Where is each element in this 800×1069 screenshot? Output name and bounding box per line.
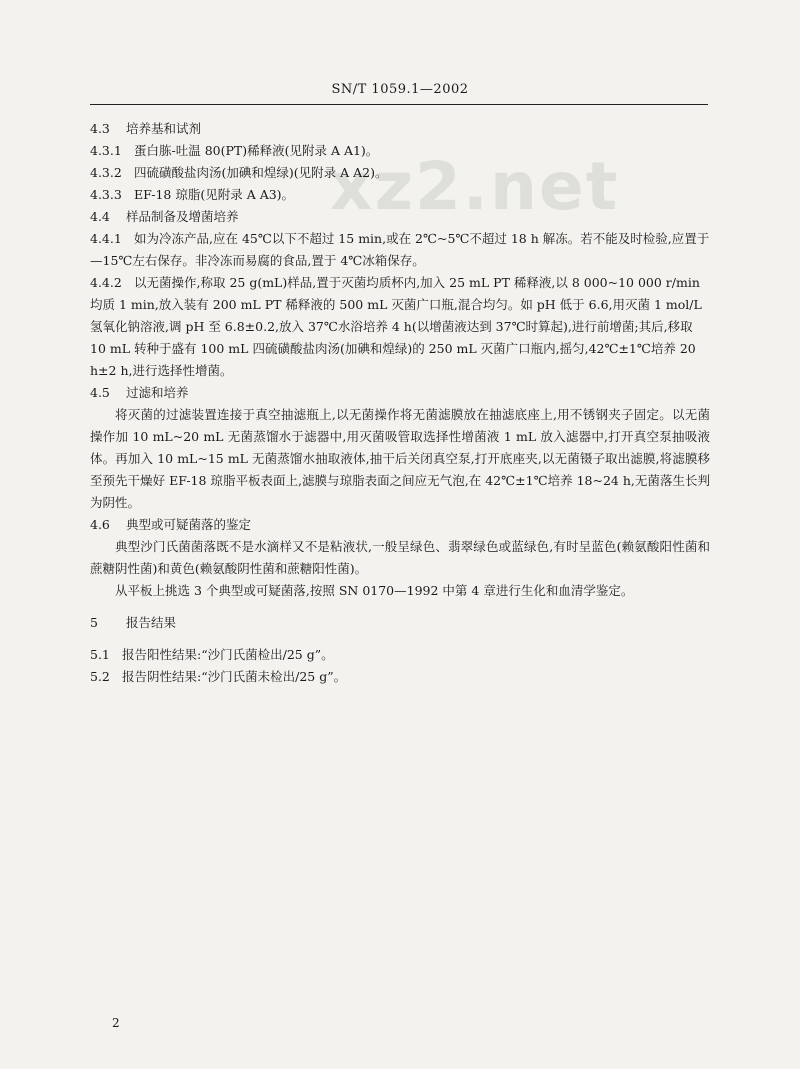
- section-title: 培养基和试剂: [125, 121, 201, 136]
- clause-5-1: [90, 644, 710, 666]
- clause-4-3-3: [90, 184, 710, 206]
- section-4-5-paragraph: 将灭菌的过滤装置连接于真空抽滤瓶上,以无菌操作将无菌滤膜放在抽滤底座上,用不锈钢夹子固定。以无菌操作加 10 mL~20 mL 无菌蒸馏水于滤器中,用灭菌吸管取选择性增菌液 1 mL 放入滤器中,打开真空泵抽吸液体。再加入 10 mL~15 mL 无菌蒸馏水抽取液体,抽干后关闭真空泵,打开底座夹,以无菌镊子取出滤膜,将滤膜移至预先干燥好 EF-18 琼脂平板表面上,滤膜与琼脂表面之间应无气泡,在 42℃±1℃培养 18~24 h,无菌落生长判为阴性。: [90, 407, 710, 510]
- section-4-5-heading: [90, 382, 710, 404]
- clause-text: 如为冷冻产品,应在 45℃以下不超过 15 min,或在 2℃~5℃不超过 18 h 解冻。若不能及时检验,应置于—15℃左右保存。非冷冻而易腐的食品,置于 4℃冰箱保存。: [90, 231, 710, 268]
- clause-text: 报告阳性结果:“沙门氏菌检出/25 g”。: [122, 647, 334, 662]
- section-title: 报告结果: [125, 615, 176, 630]
- standard-code-header: SN/T 1059.1—2002: [331, 82, 469, 97]
- clause-number: 4.3.2: [90, 165, 122, 180]
- clause-4-3-1: [90, 140, 710, 162]
- spacer: [90, 634, 710, 644]
- clause-number: 4.4.1: [90, 231, 122, 246]
- clause-5-2: [90, 666, 710, 688]
- section-4-6-paragraph-1: 典型沙门氏菌菌落既不是水滴样又不是粘液状,一般呈绿色、翡翠绿色或蓝绿色,有时呈蓝色(赖氨酸阳性菌和蔗糖阴性菌)和黄色(赖氨酸阴性菌和蔗糖阳性菌)。: [90, 539, 710, 576]
- clause-4-4-2: [90, 272, 710, 382]
- section-number: 4.6: [90, 517, 110, 532]
- section-4-6-paragraph-2: 从平板上挑选 3 个典型或可疑菌落,按照 SN 0170—1992 中第 4 章进行生化和血清学鉴定。: [115, 583, 634, 598]
- section-title: 样品制备及增菌培养: [125, 209, 239, 224]
- clause-text: EF-18 琼脂(见附录 A A3)。: [134, 187, 295, 202]
- clause-4-4-1: [90, 228, 710, 272]
- clause-text: 四硫磺酸盐肉汤(加碘和煌绿)(见附录 A A2)。: [134, 165, 388, 180]
- clause-number: 4.4.2: [90, 275, 122, 290]
- spacer: [90, 602, 710, 612]
- clause-number: 4.3.3: [90, 187, 122, 202]
- clause-4-3-2: [90, 162, 710, 184]
- section-number: 4.3: [90, 121, 110, 136]
- watermark: xz2.net: [330, 148, 620, 225]
- clause-text: 以无菌操作,称取 25 g(mL)样品,置于灭菌均质杯内,加入 25 mL PT 稀释液,以 8 000~10 000 r/min均质 1 min,放入装有 200 mL PT 稀释液的 500 mL 灭菌广口瓶,混合均匀。如 pH 低于 6.6,用灭菌 1 mol/L 氢氧化钠溶液,调 pH 至 6.8±0.2,放入 37℃水浴培养 4 h(以增菌液达到 37℃时算起),进行前增菌;其后,移取 10 mL 转种于盛有 100 mL 四硫磺酸盐肉汤(加碘和煌绿)的 250 mL 灭菌广口瓶内,摇匀,42℃±1℃培养 20 h±2 h,进行选择性增菌。: [90, 275, 702, 378]
- document-body: [90, 118, 710, 688]
- section-number: 4.4: [90, 209, 110, 224]
- clause-number: 5.2: [90, 669, 110, 684]
- page-number: 2: [112, 1016, 120, 1030]
- clause-number: 4.3.1: [90, 143, 122, 158]
- section-4-6-heading: [90, 514, 710, 536]
- section-number: 4.5: [90, 385, 110, 400]
- clause-number: 5.1: [90, 647, 110, 662]
- section-4-4-heading: [90, 206, 710, 228]
- section-title: 典型或可疑菌落的鉴定: [125, 517, 251, 532]
- section-title: 过滤和培养: [125, 385, 189, 400]
- clause-text: 蛋白胨-吐温 80(PT)稀释液(见附录 A A1)。: [134, 143, 379, 158]
- section-4-3-heading: [90, 118, 710, 140]
- clause-text: 报告阴性结果:“沙门氏菌未检出/25 g”。: [122, 669, 347, 684]
- section-number: 5: [90, 615, 98, 630]
- header-rule: [90, 104, 708, 105]
- section-5-heading: [90, 612, 710, 634]
